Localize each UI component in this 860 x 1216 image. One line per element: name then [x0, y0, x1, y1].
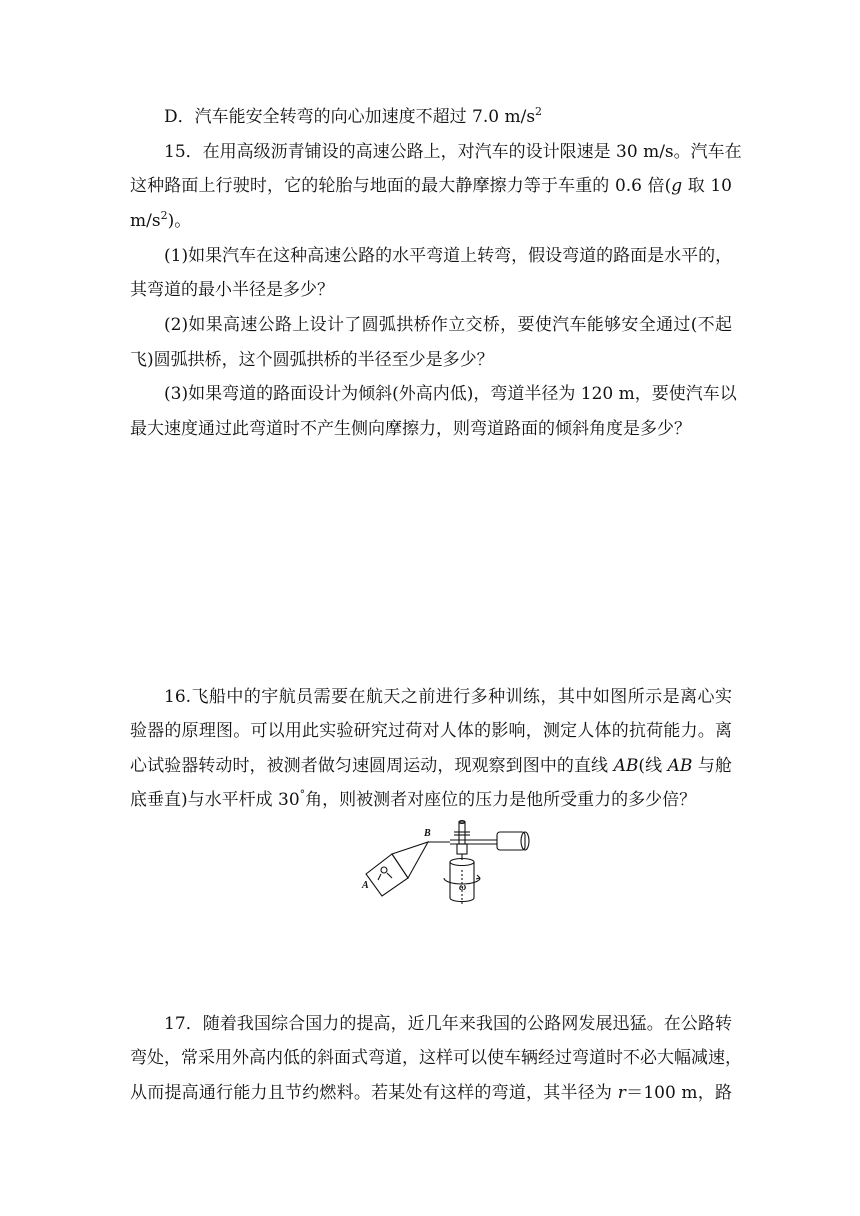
q17-line-3 — [130, 1082, 732, 1104]
q14-option-d — [164, 106, 732, 128]
q16-line-3-suffix: 与舱 — [692, 756, 732, 776]
q16-line-4-text: 底垂直)与水平杆成 30 — [130, 790, 300, 810]
top-spindle — [459, 822, 465, 844]
q16-line-3-mid: (线 — [638, 756, 668, 776]
q15-line-2-text: 这种路面上行驶时，它的轮胎与地面的最大静摩擦力等于车重的 0.6 倍( — [130, 176, 672, 196]
label-omega: ω — [459, 882, 467, 893]
q15-line-2 — [130, 175, 732, 197]
q15-part3-line-1: (3)如果弯道的路面设计为倾斜(外高内低)，弯道半径为 120 m，要使汽车以 — [164, 384, 737, 404]
q15-line-3 — [130, 210, 732, 232]
q15-g-symbol: g — [671, 176, 683, 196]
label-b: B — [424, 828, 431, 839]
q17-line-3-suffix: ＝100 m，路 — [625, 1083, 732, 1103]
q16-line-3-text: 心试验器转动时，被测者做匀速圆周运动，现观察到图中的直线 — [130, 756, 614, 776]
q17-line-2: 弯处，常采用外高内低的斜面式弯道，这样可以使车辆经过弯道时不必大幅减速， — [130, 1048, 742, 1068]
q15-line-2-suffix: 取 10 — [682, 176, 732, 196]
label-a: A — [362, 880, 369, 891]
q15-part3-line-2: 最大速度通过此弯道时不产生侧向摩擦力，则弯道路面的倾斜角度是多少？ — [130, 419, 691, 439]
q15-line-3-suffix: )。 — [167, 211, 192, 231]
person-body — [378, 873, 392, 880]
q16-line-1: 16.飞船中的宇航员需要在航天之前进行多种训练，其中如图所示是离心实 — [164, 687, 732, 707]
person-head — [381, 867, 387, 873]
q16-ab-symbol-1: AB — [613, 756, 639, 776]
q14-option-d-sup: 2 — [535, 105, 543, 118]
centrifuge-diagram — [352, 818, 542, 906]
q15-part2-line-2: 飞)圆弧拱桥，这个圆弧拱桥的半径至少是多少？ — [130, 350, 494, 370]
q16-ab-symbol-2: AB — [667, 756, 693, 776]
q15-line-1: 15．在用高级沥青铺设的高速公路上，对汽车的设计限速是 30 m/s。汽车在 — [164, 142, 742, 162]
q15-line-3-sup: 2 — [160, 209, 168, 222]
q15-line-3-text: m/s — [130, 211, 161, 231]
capsule-body — [366, 854, 408, 896]
q16-line-3 — [130, 755, 732, 777]
q17-r-symbol: r — [617, 1083, 626, 1103]
q16-line-4 — [130, 789, 732, 811]
q16-line-4-suffix: 角，则被测者对座位的压力是他所受重力的多少倍？ — [305, 790, 697, 810]
q17-line-1: 17．随着我国综合国力的提高，近几年来我国的公路网发展迅猛。在公路转 — [164, 1014, 732, 1034]
q15-part1-line-1: (1)如果汽车在这种高速公路的水平弯道上转弯，假设弯道的路面是水平的， — [164, 246, 733, 266]
q15-part2-line-1: (2)如果高速公路上设计了圆弧拱桥作立交桥，要使汽车能够安全通过(不起 — [164, 315, 732, 335]
capsule-cone — [392, 842, 428, 878]
q15-part1-line-2: 其弯道的最小半径是多少？ — [130, 280, 334, 300]
q17-line-3-text: 从而提高通行能力且节约燃料。若某处有这样的弯道，其半径为 — [130, 1083, 618, 1103]
q16-degree-symbol: ° — [299, 788, 306, 801]
q16-line-2: 验器的原理图。可以用此实验研究过荷对人体的影响，测定人体的抗荷能力。离 — [130, 721, 732, 741]
q14-option-d-text: D．汽车能安全转弯的向心加速度不超过 7.0 m/s — [164, 107, 536, 127]
